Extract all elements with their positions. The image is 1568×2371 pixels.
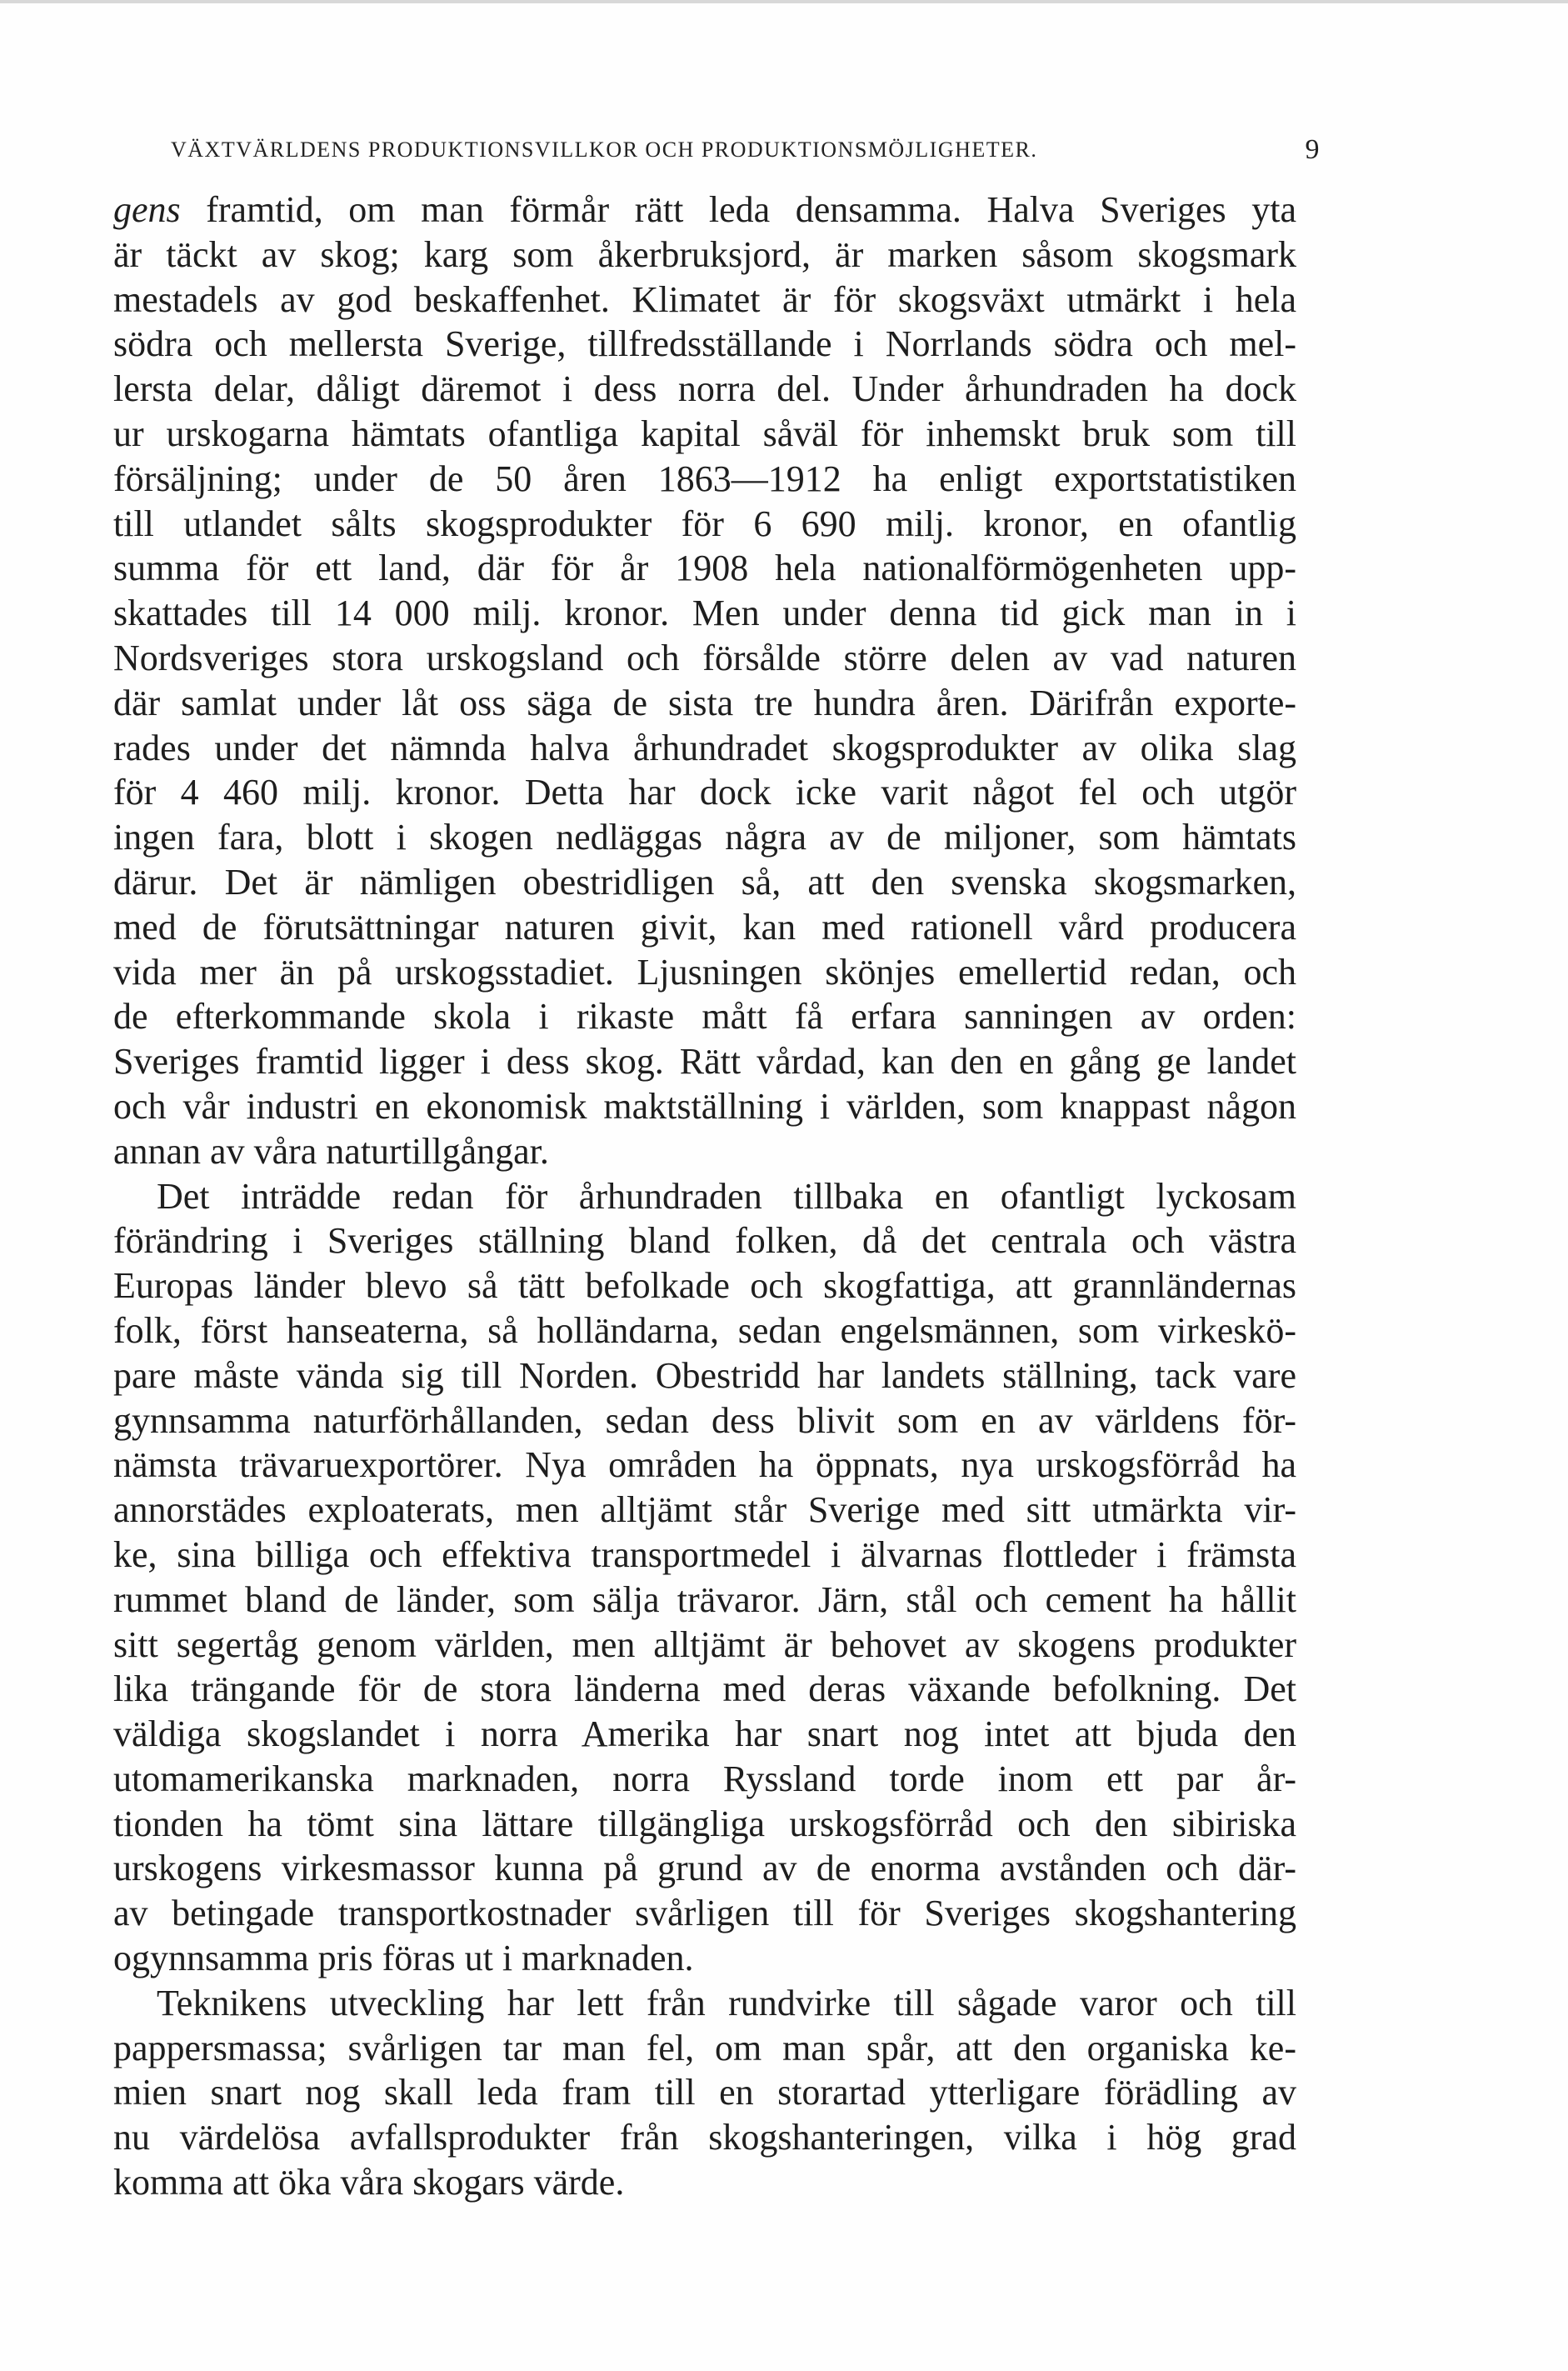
paragraph bbox=[113, 1174, 1296, 1981]
line-text: mien snart nog skall leda fram till en storartad ytterligare förädling av bbox=[113, 2072, 1296, 2113]
line-text: ingen fara, blott i skogen nedläggas några av de miljoner, som hämtats bbox=[113, 817, 1296, 858]
line-text: pare måste vända sig till Norden. Obestridd har landets ställning, tack vare bbox=[113, 1354, 1296, 1396]
text-line bbox=[113, 2160, 1296, 2205]
text-line bbox=[113, 1891, 1296, 1936]
line-text: utomamerikanska marknaden, norra Ryssland torde inom ett par år- bbox=[113, 1758, 1296, 1799]
line-text: därur. Det är nämligen obestridligen så, att den svenska skogsmarken, bbox=[113, 861, 1296, 903]
line-text: urskogens virkesmassor kunna på grund av de enorma avstånden och där- bbox=[113, 1848, 1296, 1889]
line-text: Det inträdde redan för århundraden tillbaka en ofantligt lyckosam bbox=[157, 1175, 1296, 1217]
line-text: där samlat under låt oss säga de sista tre hundra åren. Därifrån exporte- bbox=[113, 682, 1296, 723]
text-line bbox=[113, 546, 1296, 591]
line-text: och vår industri en ekonomisk maktställning i världen, som knappast någon bbox=[113, 1085, 1296, 1127]
text-line bbox=[113, 278, 1296, 323]
line-text: sitt segertåg genom världen, men alltjämt är behovet av skogens produkter bbox=[113, 1623, 1296, 1665]
text-line bbox=[113, 950, 1296, 995]
text-line bbox=[113, 1039, 1296, 1084]
line-text: södra och mellersta Sverige, tillfredsställande i Norrlands södra och mel- bbox=[113, 323, 1296, 365]
running-title: VÄXTVÄRLDENS PRODUKTIONSVILLKOR OCH PRODUKTIONSMÖJLIGHETER. bbox=[171, 138, 1038, 162]
line-text: av betingade transportkostnader svårligen till för Sveriges skogshantering bbox=[113, 1893, 1296, 1934]
line-text: pappersmassa; svårligen tar man fel, om man spår, att den organiska ke- bbox=[113, 2027, 1296, 2068]
line-text: de efterkommande skola i rikaste mått få erfara sanningen av orden: bbox=[113, 996, 1296, 1038]
body-text bbox=[113, 188, 1296, 2205]
line-text: förändring i Sveriges ställning bland folken, då det centrala och västra bbox=[113, 1220, 1296, 1262]
text-line bbox=[113, 815, 1296, 860]
text-line bbox=[113, 2115, 1296, 2160]
text-line bbox=[113, 636, 1296, 681]
text-line bbox=[113, 860, 1296, 905]
line-text: nämsta trävaruexportörer. Nya områden ha öppnats, nya urskogsförråd ha bbox=[113, 1444, 1296, 1486]
line-text: annan av våra naturtillgångar. bbox=[113, 1130, 549, 1172]
text-line bbox=[113, 1488, 1296, 1533]
line-text: rades under det nämnda halva århundradet skogsprodukter av olika slag bbox=[113, 727, 1296, 768]
line-text: ke, sina billiga och effektiva transportmedel i älvarnas flottleder i främsta bbox=[113, 1533, 1296, 1575]
line-text: lika trängande för de stora länderna med deras växande befolkning. Det bbox=[113, 1668, 1296, 1710]
line-text: nu värdelösa avfallsprodukter från skogshanteringen, vilka i hög grad bbox=[113, 2117, 1296, 2158]
text-line bbox=[113, 591, 1296, 636]
text-line bbox=[113, 1981, 1296, 2026]
text-line bbox=[113, 770, 1296, 815]
text-line bbox=[113, 1443, 1296, 1488]
text-line bbox=[113, 994, 1296, 1039]
page-top-edge bbox=[0, 0, 1568, 3]
text-line bbox=[113, 1353, 1296, 1398]
text-line bbox=[113, 1712, 1296, 1757]
line-text: försäljning; under de 50 åren 1863—1912 ha enligt exportstatistiken bbox=[113, 458, 1296, 499]
text-line bbox=[113, 188, 1296, 233]
line-text: Nordsveriges stora urskogsland och försålde större delen av vad naturen bbox=[113, 637, 1296, 678]
italic-word: gens bbox=[113, 189, 181, 230]
text-line bbox=[113, 1846, 1296, 1891]
text-line bbox=[113, 726, 1296, 771]
text-line bbox=[113, 1533, 1296, 1578]
line-text: Sveriges framtid ligger i dess skog. Rätt vårdad, kan den en gång ge landet bbox=[113, 1041, 1296, 1083]
text-line bbox=[113, 1802, 1296, 1847]
text-line bbox=[113, 1623, 1296, 1668]
line-text: komma att öka våra skogars värde. bbox=[113, 2162, 625, 2203]
line-text: summa för ett land, där för år 1908 hela nationalförmögenheten upp- bbox=[113, 548, 1296, 589]
line-text: annorstädes exploaterats, men alltjämt står Sverige med sitt utmärkta vir- bbox=[113, 1489, 1296, 1531]
text-line bbox=[113, 322, 1296, 367]
page-number: 9 bbox=[1305, 134, 1321, 165]
text-line bbox=[113, 681, 1296, 726]
text-line bbox=[113, 1174, 1296, 1219]
text-line bbox=[113, 905, 1296, 950]
text-line bbox=[113, 1757, 1296, 1802]
text-line bbox=[113, 502, 1296, 547]
line-text: gynnsamma naturförhållanden, sedan dess blivit som en av världens för- bbox=[113, 1399, 1296, 1441]
text-line bbox=[113, 1667, 1296, 1712]
line-text: är täckt av skog; karg som åkerbruksjord, är marken såsom skogsmark bbox=[113, 233, 1296, 275]
text-line bbox=[113, 1084, 1296, 1129]
line-text: väldiga skogslandet i norra Amerika har snart nog intet att bjuda den bbox=[113, 1713, 1296, 1755]
text-line bbox=[113, 233, 1296, 278]
line-text: framtid, om man förmår rätt leda densamma. Halva Sveriges yta bbox=[180, 189, 1296, 230]
line-text: för 4 460 milj. kronor. Detta har dock icke varit något fel och utgör bbox=[113, 772, 1296, 813]
text-line bbox=[113, 1578, 1296, 1623]
text-line bbox=[113, 2070, 1296, 2115]
text-line bbox=[113, 412, 1296, 457]
line-text: lersta delar, dåligt däremot i dess norra del. Under århundraden ha dock bbox=[113, 368, 1296, 410]
text-line bbox=[113, 1218, 1296, 1263]
line-text: ogynnsamma pris föras ut i marknaden. bbox=[113, 1938, 694, 1979]
line-text: rummet bland de länder, som sälja trävaror. Järn, stål och cement ha hållit bbox=[113, 1578, 1296, 1620]
text-line bbox=[113, 457, 1296, 502]
text-line bbox=[113, 367, 1296, 412]
text-line bbox=[113, 1398, 1296, 1443]
line-text: Europas länder blevo så tätt befolkade och skogfattiga, att grannländernas bbox=[113, 1265, 1296, 1307]
text-line bbox=[113, 1129, 1296, 1174]
text-line bbox=[113, 1936, 1296, 1981]
running-head bbox=[171, 125, 1321, 175]
paragraph bbox=[113, 188, 1296, 1174]
paragraph bbox=[113, 1981, 1296, 2205]
text-line bbox=[113, 1308, 1296, 1353]
line-text: vida mer än på urskogsstadiet. Ljusningen skönjes emellertid redan, och bbox=[113, 951, 1296, 993]
line-text: folk, först hanseaterna, så holländarna, sedan engelsmännen, som virkeskö- bbox=[113, 1309, 1296, 1351]
text-line bbox=[113, 2026, 1296, 2071]
line-text: med de förutsättningar naturen givit, kan med rationell vård producera bbox=[113, 906, 1296, 948]
line-text: ur urskogarna hämtats ofantliga kapital såväl för inhemskt bruk som till bbox=[113, 413, 1296, 454]
line-text: skattades till 14 000 milj. kronor. Men under denna tid gick man in i bbox=[113, 593, 1296, 634]
line-text: tionden ha tömt sina lättare tillgängliga urskogsförråd och den sibiriska bbox=[113, 1803, 1296, 1844]
line-text: Teknikens utveckling har lett från rundvirke till sågade varor och till bbox=[157, 1982, 1296, 2023]
text-line bbox=[113, 1263, 1296, 1308]
line-text: mestadels av god beskaffenhet. Klimatet är för skogsväxt utmärkt i hela bbox=[113, 278, 1296, 320]
line-text: till utlandet sålts skogsprodukter för 6 690 milj. kronor, en ofantlig bbox=[113, 503, 1296, 544]
